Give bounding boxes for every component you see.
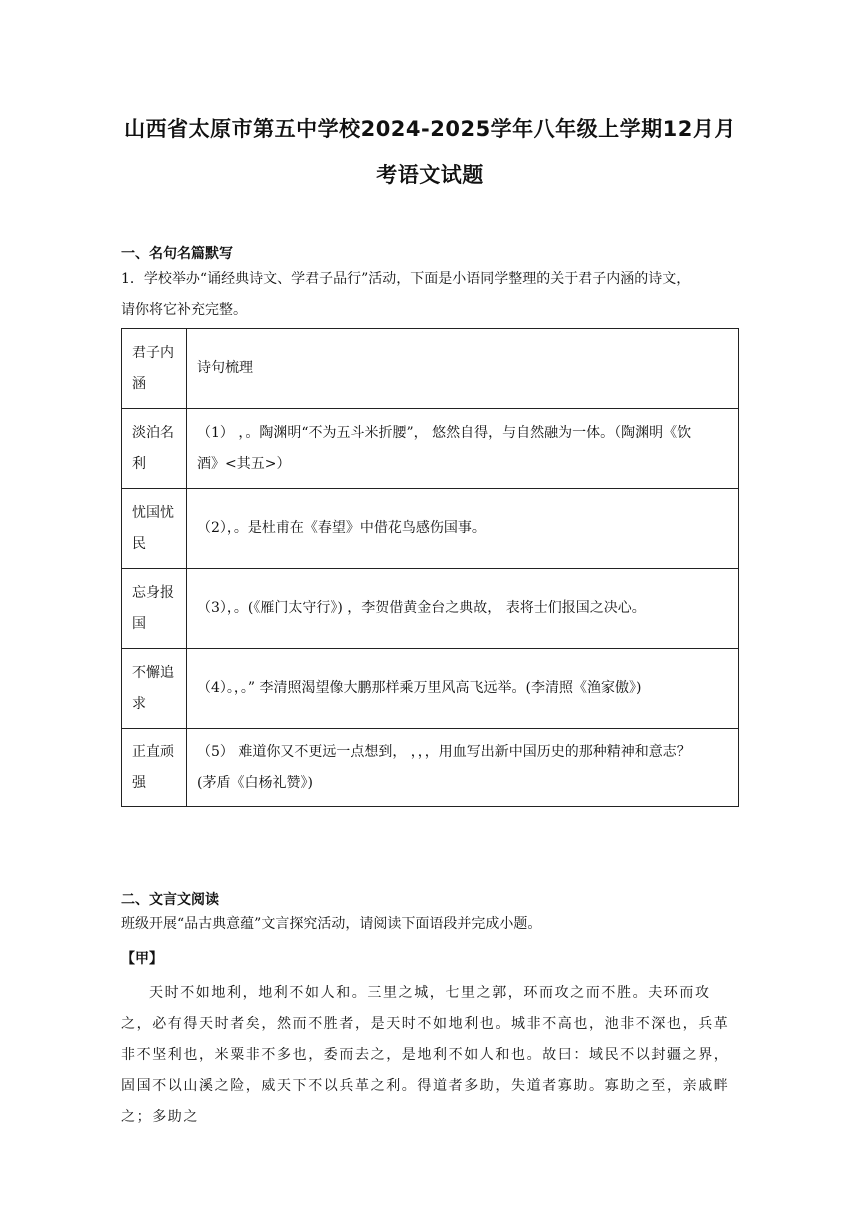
section1-heading: 一、名句名篇默写 xyxy=(121,246,233,262)
header-col1-line2: 涵 xyxy=(132,375,146,392)
row5-col1-line2: 强 xyxy=(132,774,146,791)
table-row xyxy=(122,729,739,807)
document-title-line2: 考语文试题 xyxy=(376,163,484,187)
table-row xyxy=(122,409,739,489)
section2-heading: 二、文言文阅读 xyxy=(121,892,219,908)
row3-col1 xyxy=(122,569,187,649)
document-title-line1: 山西省太原市第五中学校2024-2025学年八年级上学期12月月 xyxy=(124,117,736,141)
row5-col2 xyxy=(187,729,739,807)
row1-col2-line1: （1） ，。陶渊明“不为五斗米折腰”， 悠然自得，与自然融为一体。（陶渊明《饮 xyxy=(197,424,692,441)
row1-col1-line2: 利 xyxy=(132,455,146,472)
table-header-row xyxy=(122,329,739,409)
header-col1 xyxy=(122,329,187,409)
row3-col1-line2: 国 xyxy=(132,615,146,632)
section2-intro: 班级开展“品古典意蕴”文言探究活动，请阅读下面语段并完成小题。 xyxy=(121,916,542,932)
row3-col2: （3），。(《雁门太守行》) ，李贺借黄金台之典故， 表将士们报国之决心。 xyxy=(187,569,739,649)
row3-col1-line1: 忘身报 xyxy=(132,584,174,601)
table-row xyxy=(122,489,739,569)
junzi-table xyxy=(121,328,739,807)
question1-text xyxy=(121,264,741,326)
question1-line1: 1．学校举办“诵经典诗文、学君子品行”活动，下面是小语同学整理的关于君子内涵的诗文， xyxy=(121,271,691,287)
row4-col2: （4）。，。” 李清照渴望像大鹏那样乘万里风高飞远举。(李清照《渔家傲》) xyxy=(187,649,739,729)
header-col2: 诗句梳理 xyxy=(187,329,739,409)
table-row xyxy=(122,649,739,729)
row5-col2-line2: (茅盾《白杨礼赞》) xyxy=(197,774,313,791)
row4-col1-line1: 不懈追 xyxy=(132,664,174,681)
row5-col1 xyxy=(122,729,187,807)
row1-col1 xyxy=(122,409,187,489)
row1-col2-line2: 酒》<其五>） xyxy=(197,455,291,472)
row5-col2-line1: （5） 难道你又不更远一点想到， ，，，用血写出新中国历史的那种精神和意志？ xyxy=(197,743,691,760)
row4-col1-line2: 求 xyxy=(132,695,146,712)
passage-label-jia: 【甲】 xyxy=(121,951,163,967)
row1-col2 xyxy=(187,409,739,489)
header-col1-line1: 君子内 xyxy=(132,344,174,361)
row4-col1 xyxy=(122,649,187,729)
row1-col1-line1: 淡泊名 xyxy=(132,424,174,441)
row2-col1 xyxy=(122,489,187,569)
row2-col1-line1: 忧国忧 xyxy=(132,504,174,521)
row2-col1-line2: 民 xyxy=(132,535,146,552)
classical-passage: 天时不如地利，地利不如人和。三里之城，七里之郭，环而攻之而不胜。夫环而攻之，必有得天时者矣，然而不胜者，是天时不如地利也。城非不高也，池非不深也，兵革非不坚利也，米粟非不多也，委而去之，是地利不如人和也。故曰：域民不以封疆之界，固国不以山溪之险，威天下不以兵革之利。得道者多助，失道者寡助。寡助之至，亲戚畔之；多助之 xyxy=(121,985,730,1125)
row5-col1-line1: 正直顽 xyxy=(132,743,174,760)
question1-line2: 请你将它补充完整。 xyxy=(121,302,247,318)
row2-col2: （2），。是杜甫在《春望》中借花鸟感伤国事。 xyxy=(187,489,739,569)
table-row xyxy=(122,569,739,649)
